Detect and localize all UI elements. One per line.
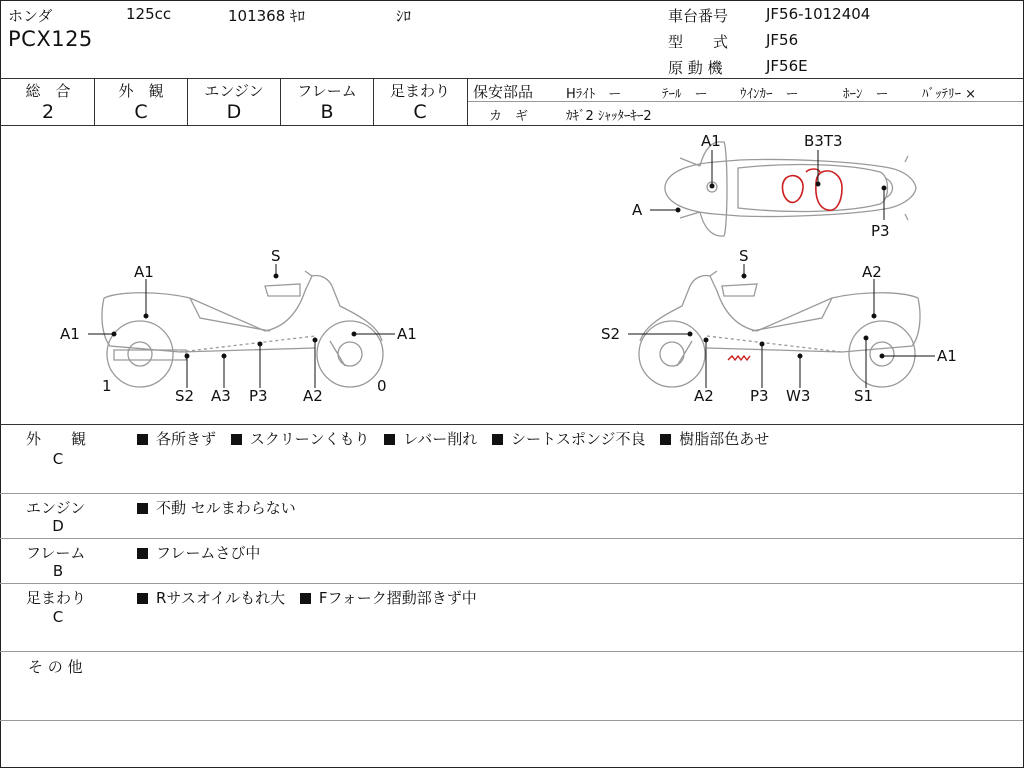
remark-item: 樹脂部色あせ [679,430,770,448]
bullet-square-icon [137,548,148,559]
diag-right-label-s: S [739,247,749,265]
section-grade: B [52,562,64,580]
diag-top-label-a: A [632,201,643,219]
score-label-frame: フレーム [297,82,357,100]
engine-label: 原 動 機 [668,59,723,77]
diag-right-label-a1: A1 [937,347,957,365]
inspection-diagram [0,126,1023,424]
diag-left-label-a1-front: A1 [397,325,417,343]
diag-right-label-w3: W3 [786,387,811,405]
score-label-engine: エンジン [204,82,264,100]
section-divider [0,538,1023,539]
section-grade: C [52,450,64,468]
bullet-square-icon [137,593,148,604]
diag-right-label-s1: S1 [854,387,874,405]
safety-tail: ﾃｰﾙ ー [662,87,708,102]
score-value-overall: 2 [41,101,55,123]
type-value: JF56 [766,31,799,49]
diag-top-label-p3: P3 [871,222,890,240]
bullet-square-icon [384,434,395,445]
section-grade: D [52,517,64,535]
bullet-square-icon [660,434,671,445]
mileage: 101368 ｷﾛ [228,7,306,25]
section-divider [0,583,1023,584]
bullet-square-icon [492,434,503,445]
diag-left-label-a1-seat: A1 [134,263,154,281]
engine-value: JF56E [766,57,808,75]
section-divider [0,651,1023,652]
remark-item: Rサスオイルもれ大 [156,589,286,607]
diag-left-label-0: 0 [377,377,387,395]
section-title: エンジン [26,499,86,517]
header-divider [0,78,1023,79]
diag-left-label-a1-rear: A1 [60,325,80,343]
diagram-divider [0,424,1023,425]
section-title: フレーム [26,544,86,562]
remark-item: スクリーンくもり [249,430,370,448]
score-value-exterior: C [134,101,148,123]
scooter-left-view [102,271,383,387]
diag-right-label-s2: S2 [601,325,621,343]
diag-right-label-a2: A2 [694,387,714,405]
diag-top-label-b3t3: B3T3 [804,132,843,150]
remark-item: Fフォーク摺動部きず中 [318,589,477,607]
diag-right-label-a2-seat: A2 [862,263,882,281]
key-label: カ ギ [489,109,529,124]
remark-item: シートスポンジ不良 [511,430,646,448]
frame-no-label: 車台番号 [668,7,729,25]
color: ｼﾛ [396,7,412,25]
diag-left-label-s: S [271,247,281,265]
section-items [137,497,306,518]
safety-horn: ﾎｰﾝ ー [843,87,889,102]
diag-left-label-s2: S2 [175,387,195,405]
section-divider [0,493,1023,494]
section-title: 外 観 [26,430,87,448]
bullet-square-icon [137,434,148,445]
diag-left-label-a2: A2 [303,387,323,405]
section-title: そ の 他 [28,658,83,676]
remark-item: 各所きず [156,430,217,448]
score-col-line [467,78,468,125]
section-grade: C [52,608,64,626]
remark-item: レバー削れ [403,430,478,448]
safety-winker: ｳｲﾝｶｰ ー [740,87,799,102]
model-name: PCX125 [8,27,93,51]
score-value-frame: B [320,101,334,123]
key-value: ｶｷﾞ2 ｼｬｯﾀｰｷｰ2 [566,109,652,124]
diag-left-label-a3: A3 [211,387,231,405]
bullet-square-icon [231,434,242,445]
scooter-right-view [639,271,920,387]
type-label: 型 式 [668,33,729,51]
section-divider [0,720,1023,721]
maker: ホンダ [8,7,53,25]
displacement: 125cc [126,5,172,23]
safety-headlight: Hﾗｲﾄ ー [566,87,622,102]
score-label-suspension: 足まわり [389,82,450,100]
bullet-square-icon [137,503,148,514]
diag-left-label-p3: P3 [249,387,268,405]
remark-item: フレームさび中 [156,544,261,562]
section-items [137,587,487,608]
remark-item: 不動 セルまわらない [156,499,296,517]
diag-right-label-p3: P3 [750,387,769,405]
section-items [137,428,779,449]
score-label-overall: 総 合 [25,82,71,100]
section-title: 足まわり [26,589,87,607]
section-items [137,542,270,563]
safety-battery: ﾊﾞｯﾃﾘｰ × [922,87,977,102]
safety-label: 保安部品 [473,83,534,101]
damage-mark-right [728,356,750,360]
score-value-engine: D [226,101,242,123]
damage-marks-top [783,169,842,210]
score-value-suspension: C [413,101,427,123]
bullet-square-icon [300,593,311,604]
frame-no: JF56-1012404 [766,5,871,23]
diag-left-label-1: 1 [102,377,112,395]
diag-top-label-a1: A1 [701,132,721,150]
score-label-exterior: 外 観 [118,82,164,100]
